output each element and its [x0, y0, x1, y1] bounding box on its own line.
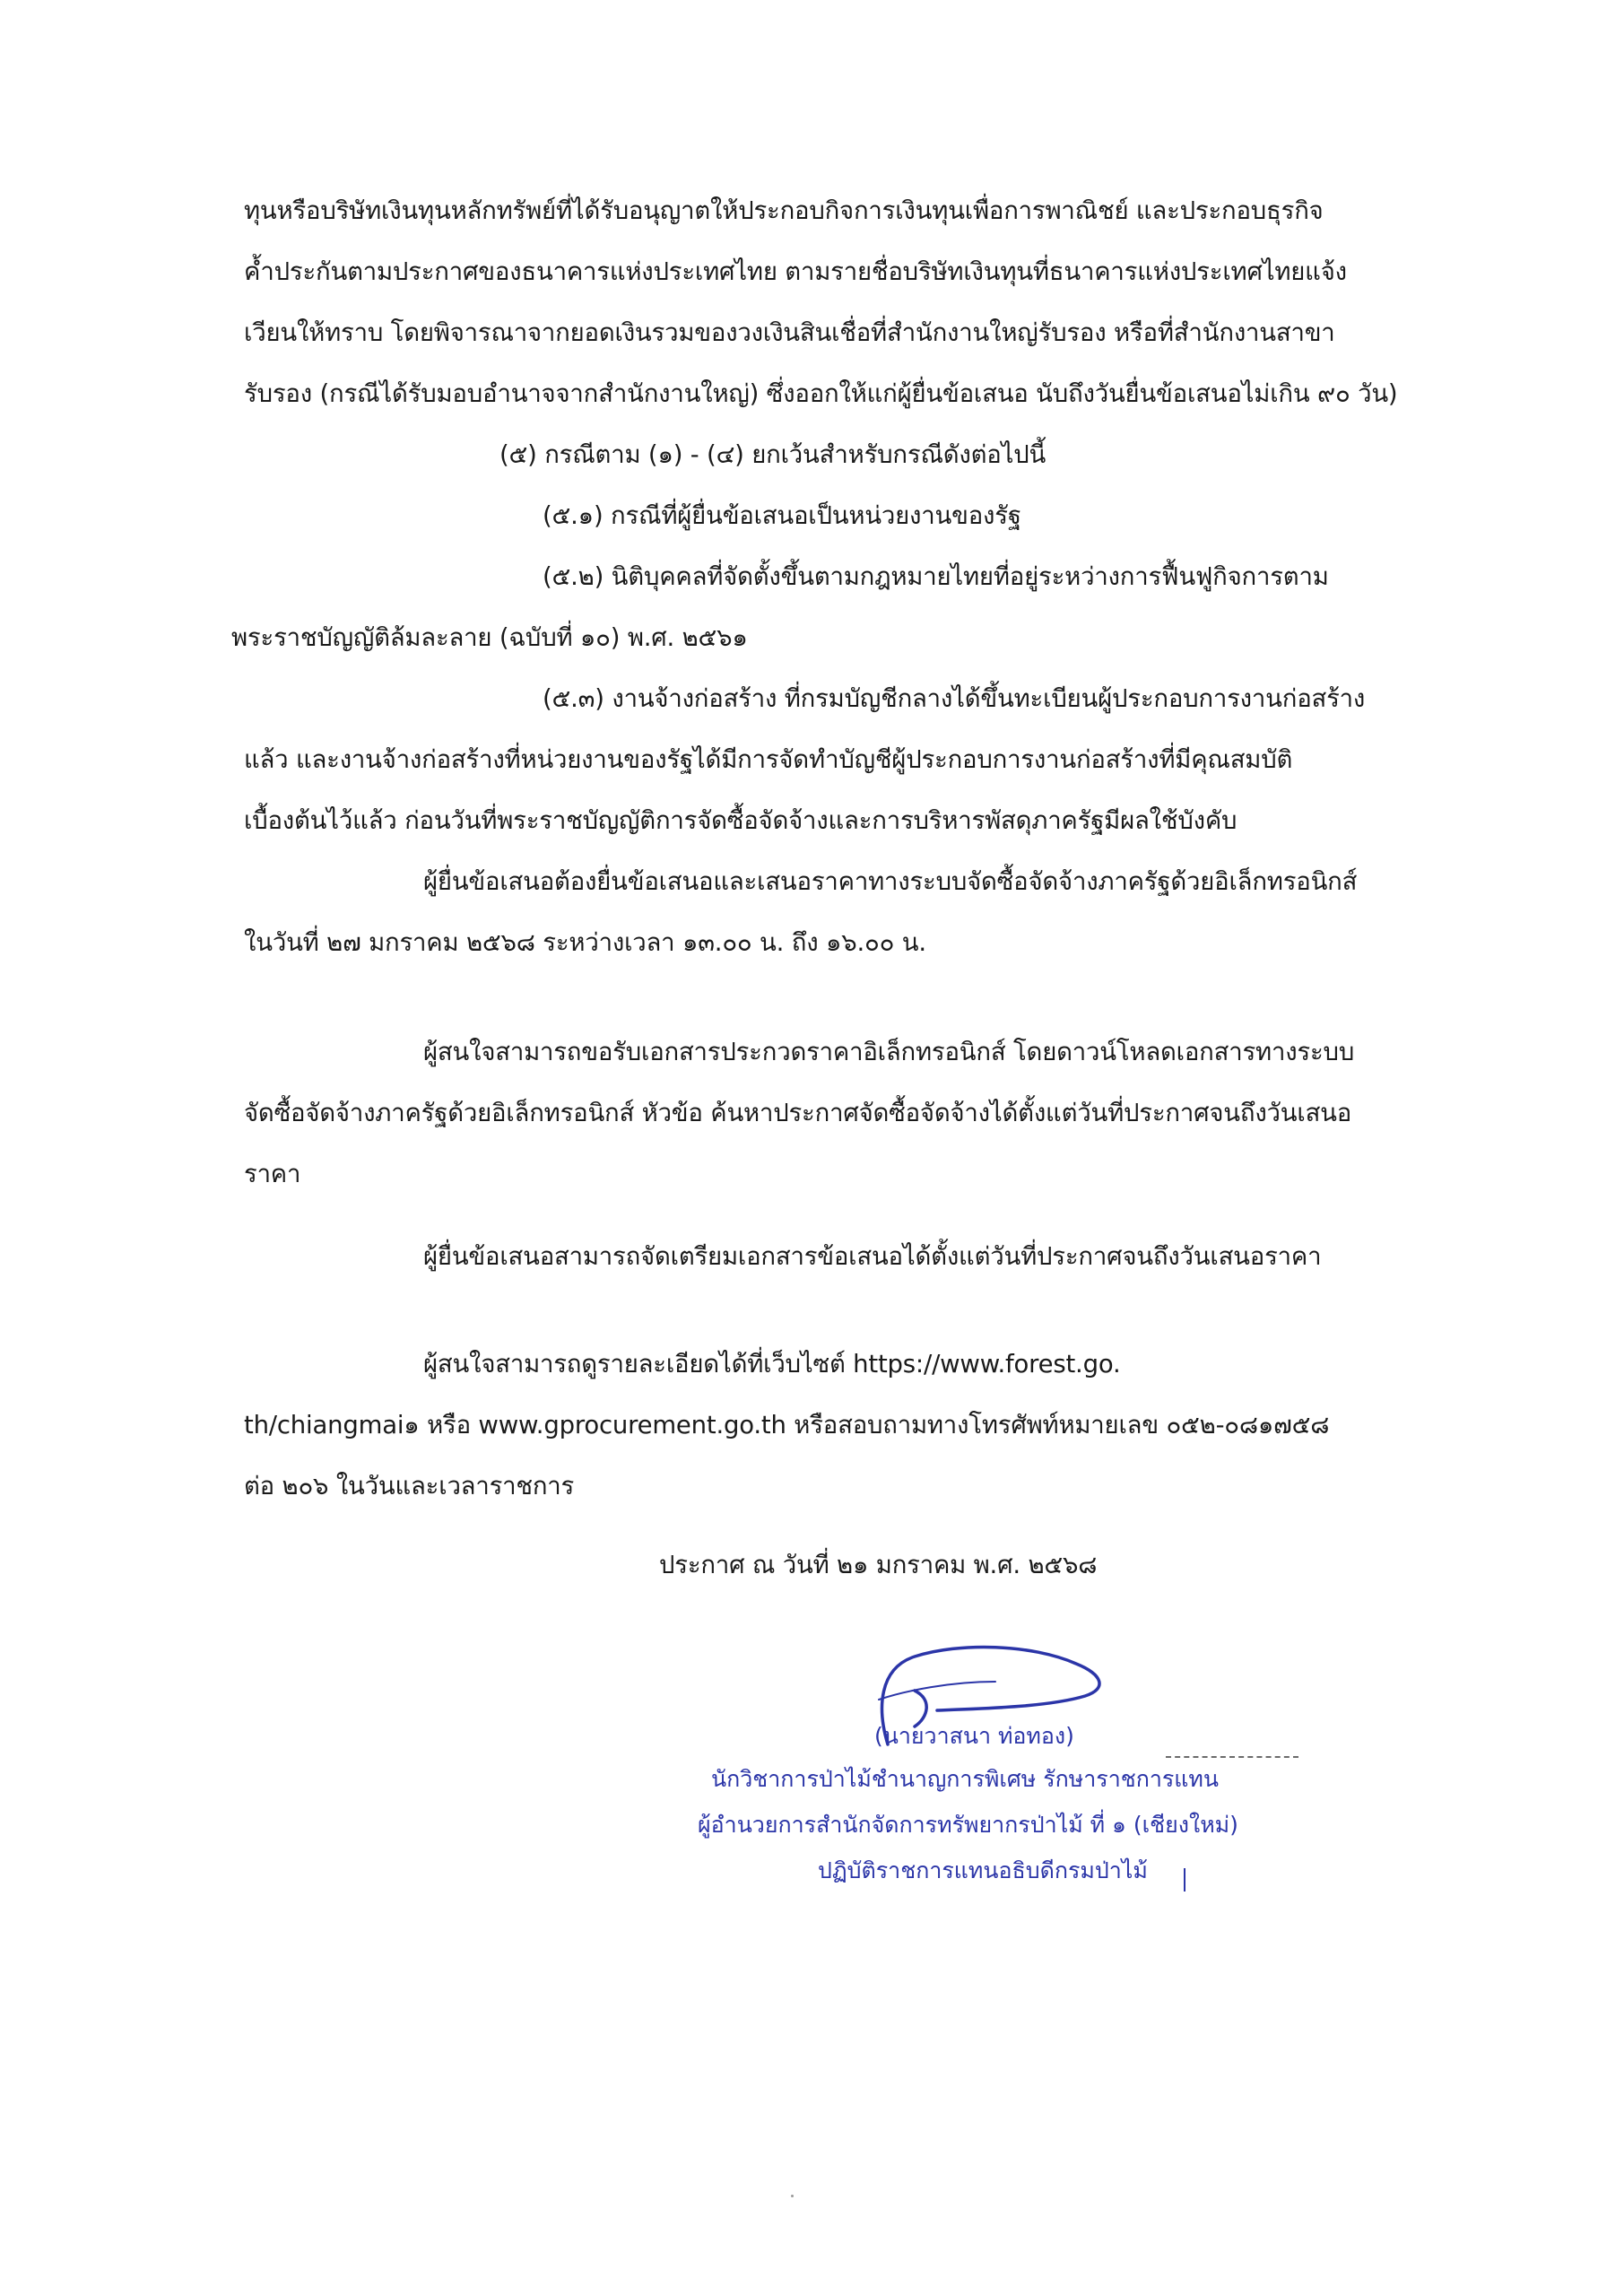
text: th/chiangmai๑ หรือ www.gprocurement.go.th หรือสอบถามทางโทรศัพท์หมายเลข ๐๕๒-๐๘๑๗๕๘: [244, 1411, 1330, 1439]
item-5-3-line-3: [244, 803, 1237, 839]
contact-line-2: [244, 1407, 1329, 1443]
item-5-3-line-1: [543, 681, 1365, 717]
submission-line-1: [423, 864, 1357, 900]
text: (นายวาสนา ท่อทอง): [874, 1723, 1074, 1749]
text: ปฏิบัติราชการแทนอธิบดีกรมป่าไม้: [818, 1857, 1148, 1883]
text: ในวันที่ ๒๗ มกราคม ๒๕๖๘ ระหว่างเวลา ๑๓.๐๐ น. ถึง ๑๖.๐๐ น.: [244, 928, 926, 957]
signer-position-2: [698, 1809, 1238, 1841]
para-credit-line-2: [244, 254, 1489, 290]
item-5-2-line-1: [543, 559, 1329, 595]
text: นักวิชาการป่าไม้ชำนาญการพิเศษ รักษาราชการแทน: [711, 1766, 1219, 1792]
text: (๕.๓) งานจ้างก่อสร้าง ที่กรมบัญชีกลางได้ขึ้นทะเบียนผู้ประกอบการงานก่อสร้าง: [543, 684, 1366, 713]
item-5-1: [543, 498, 1021, 534]
divider: [1166, 1756, 1298, 1758]
text: เบื้องต้นไว้แล้ว ก่อนวันที่พระราชบัญญัติการจัดซื้อจัดจ้างและการบริหารพัสดุภาครัฐมีผลใช้บังคับ: [244, 806, 1238, 835]
text: ทุนหรือบริษัทเงินทุนหลักทรัพย์ที่ได้รับอนุญาตให้ประกอบกิจการเงินทุนเพื่อการพาณิชย์ และประกอบธุรกิจ: [244, 196, 1324, 225]
para-credit-line-4: [244, 376, 1397, 412]
signer-name: [874, 1720, 1074, 1752]
download-line-2: [244, 1095, 1351, 1131]
page-dot: [791, 2195, 794, 2197]
item-5-2-line-2: [231, 620, 748, 656]
text: ค้ำประกันตามประกาศของธนาคารแห่งประเทศไทย ตามรายชื่อบริษัทเงินทุนที่ธนาคารแห่งประเทศไทยแจ้ง: [244, 257, 1347, 286]
item-5-3-line-2: [244, 742, 1489, 778]
download-line-3: [244, 1156, 300, 1192]
text: ราคา: [244, 1160, 301, 1188]
download-line-1: [423, 1034, 1354, 1070]
para-credit-line-1: [244, 193, 1489, 229]
text: รับรอง (กรณีได้รับมอบอำนาจจากสำนักงานใหญ่) ซึ่งออกให้แก่ผู้ยื่นข้อเสนอ นับถึงวันยื่นข้อเสนอไม่เกิน ๙๐ วัน): [244, 379, 1398, 408]
text: ผู้ยื่นข้อเสนอสามารถจัดเตรียมเอกสารข้อเสนอได้ตั้งแต่วันที่ประกาศจนถึงวันเสนอราคา: [423, 1242, 1322, 1271]
signer-position-3: [818, 1855, 1148, 1887]
text: (๕.๑) กรณีที่ผู้ยื่นข้อเสนอเป็นหน่วยงานของรัฐ: [543, 501, 1021, 530]
item-5: [499, 437, 1046, 473]
pen-mark: [1184, 1868, 1185, 1892]
text: ผู้อำนวยการสำนักจัดการทรัพยากรป่าไม้ ที่ ๑ (เชียงใหม่): [698, 1812, 1238, 1838]
text: พระราชบัญญัติล้มละลาย (ฉบับที่ ๑๐) พ.ศ. ๒๕๖๑: [231, 623, 748, 652]
text: (๕.๒) นิติบุคคลที่จัดตั้งขึ้นตามกฎหมายไทยที่อยู่ระหว่างการฟื้นฟูกิจการตาม: [543, 562, 1329, 591]
signer-position-1: [711, 1763, 1219, 1796]
prepare-line: [423, 1239, 1321, 1274]
announce-date: [659, 1547, 1097, 1583]
text: ประกาศ ณ วันที่ ๒๑ มกราคม พ.ศ. ๒๕๖๘: [659, 1551, 1098, 1579]
text: เวียนให้ทราบ โดยพิจารณาจากยอดเงินรวมของวงเงินสินเชื่อที่สำนักงานใหญ่รับรอง หรือที่สำนักงานสาขา: [244, 318, 1335, 347]
text: ต่อ ๒๐๖ ในวันและเวลาราชการ: [244, 1472, 575, 1500]
text: จัดซื้อจัดจ้างภาครัฐด้วยอิเล็กทรอนิกส์ หัวข้อ ค้นหาประกาศจัดซื้อจัดจ้างได้ตั้งแต่วันที่ประกาศจนถึงวันเสนอ: [244, 1099, 1352, 1127]
text: (๕) กรณีตาม (๑) - (๔) ยกเว้นสำหรับกรณีดังต่อไปนี้: [499, 440, 1046, 469]
submission-line-2: [244, 925, 926, 961]
text: ผู้ยื่นข้อเสนอต้องยื่นข้อเสนอและเสนอราคาทางระบบจัดซื้อจัดจ้างภาครัฐด้วยอิเล็กทรอนิกส์: [423, 867, 1358, 896]
text: ผู้สนใจสามารถดูรายละเอียดได้ที่เว็บไซต์ https://www.forest.go.: [423, 1350, 1121, 1378]
para-credit-line-3: [244, 315, 1489, 351]
text: แล้ว และงานจ้างก่อสร้างที่หน่วยงานของรัฐได้มีการจัดทำบัญชีผู้ประกอบการงานก่อสร้างที่มีคุณสมบัติ: [244, 745, 1293, 774]
contact-line-1: [423, 1346, 1121, 1382]
text: ผู้สนใจสามารถขอรับเอกสารประกวดราคาอิเล็กทรอนิกส์ โดยดาวน์โหลดเอกสารทางระบบ: [423, 1038, 1355, 1066]
contact-line-3: [244, 1468, 574, 1504]
